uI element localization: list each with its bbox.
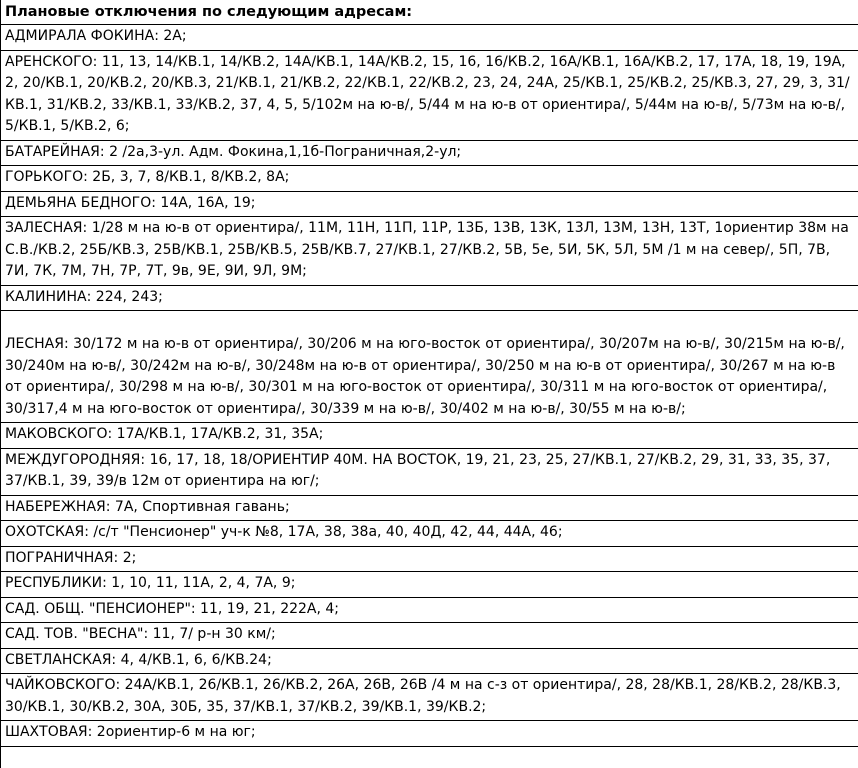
address-row-svetlanskaya: СВЕТЛАНСКАЯ: 4, 4/КВ.1, 6, 6/КВ.24;: [1, 649, 858, 675]
address-row-chaykovskogo: ЧАЙКОВСКОГО: 24А/КВ.1, 26/КВ.1, 26/КВ.2, 26А, 26В, 26В /4 м на с-з от ориентира/, 28, 28/КВ.1, 28/КВ.2, 28/КВ.3, 30/КВ.1, 30/КВ.2, 30А, 30Б, 35, 37/КВ.1, 37/КВ.2, 39/КВ.1, 39/КВ.2;: [1, 674, 858, 721]
address-row-makovskogo: МАКОВСКОГО: 17А/КВ.1, 17А/КВ.2, 31, 35А;: [1, 423, 858, 449]
address-row-lesnaya: ЛЕСНАЯ: 30/172 м на ю-в от ориентира/, 30/206 м на юго-восток от ориентира/, 30/207м на ю-в/, 30/215м на ю-в/, 30/240м на ю-в/, 30/242м на ю-в/, 30/248м на ю-в от ориентира/, 30/250 м на ю-в от ориентира/, 30/267 м на ю-в от ориентира/, 30/298 м на ю-в/, 30/301 м на юго-восток от ориентира/, 30/311 м на юго-восток от ориентира/, 30/317,4 м на юго-восток от ориентира/, 30/339 м на ю-в/, 30/402 м на ю-в/, 30/55 м на ю-в/;: [1, 311, 858, 423]
address-row-respubliki: РЕСПУБЛИКИ: 1, 10, 11, 11А, 2, 4, 7А, 9;: [1, 572, 858, 598]
address-row-kalinina: КАЛИНИНА: 224, 243;: [1, 286, 858, 312]
address-row-zalesnaya: ЗАЛЕСНАЯ: 1/28 м на ю-в от ориентира/, 11М, 11Н, 11П, 11Р, 13Б, 13В, 13К, 13Л, 13М, 13Н, 13Т, 1ориентир 38м на С.В./КВ.2, 25Б/КВ.3, 25В/КВ.1, 25В/КВ.5, 25В/КВ.7, 27/КВ.1, 27/КВ.2, 5В, 5е, 5И, 5К, 5Л, 5М /1 м на север/, 5П, 7В, 7И, 7К, 7М, 7Н, 7Р, 7Т, 9в, 9Е, 9И, 9Л, 9М;: [1, 217, 858, 286]
sheet-title: Плановые отключения по следующим адресам:: [1, 0, 858, 25]
address-row-mezhdugorodnyaya: МЕЖДУГОРОДНЯЯ: 16, 17, 18, 18/ОРИЕНТИР 40М. НА ВОСТОК, 19, 21, 23, 25, 27/КВ.1, 27/КВ.2, 29, 31, 33, 35, 37, 37/КВ.1, 39, 39/в 12м от ориентира на юг/;: [1, 449, 858, 496]
address-row-gorkogo: ГОРЬКОГО: 2Б, 3, 7, 8/КВ.1, 8/КВ.2, 8А;: [1, 166, 858, 192]
address-row-arenskogo: АРЕНСКОГО: 11, 13, 14/КВ.1, 14/КВ.2, 14А/КВ.1, 14А/КВ.2, 15, 16, 16/КВ.2, 16А/КВ.1, 16А/КВ.2, 17, 17А, 18, 19, 19А, 2, 20/КВ.1, 20/КВ.2, 20/КВ.3, 21/КВ.1, 21/КВ.2, 22/КВ.1, 22/КВ.2, 23, 24, 24А, 25/КВ.1, 25/КВ.2, 25/КВ.3, 27, 29, 3, 31/КВ.1, 31/КВ.2, 33/КВ.1, 33/КВ.2, 37, 4, 5, 5/102м на ю-в/, 5/44 м на ю-в от ориентира/, 5/44м на ю-в/, 5/73м на ю-в/, 5/КВ.1, 5/КВ.2, 6;: [1, 51, 858, 141]
address-row-sad-tov-vesna: САД. ТОВ. "ВЕСНА": 11, 7/ р-н 30 км/;: [1, 623, 858, 649]
address-row-admirala-fokina: АДМИРАЛА ФОКИНА: 2А;: [1, 25, 858, 51]
address-row-okhotskaya: ОХОТСКАЯ: /с/т "Пенсионер" уч-к №8, 17А, 38, 38а, 40, 40Д, 42, 44, 44А, 46;: [1, 521, 858, 547]
address-row-pogranichnaya: ПОГРАНИЧНАЯ: 2;: [1, 547, 858, 573]
address-row-naberezhnaya: НАБЕРЕЖНАЯ: 7А, Спортивная гавань;: [1, 496, 858, 522]
address-row-demyana-bednogo: ДЕМЬЯНА БЕДНОГО: 14А, 16А, 19;: [1, 192, 858, 218]
address-row-batareynaya: БАТАРЕЙНАЯ: 2 /2а,3-ул. Адм. Фокина,1,1б-Пограничная,2-ул;: [1, 141, 858, 167]
address-row-sad-obshch-pensioner: САД. ОБЩ. "ПЕНСИОНЕР": 11, 19, 21, 222А, 4;: [1, 598, 858, 624]
address-row-shakhtovaya: ШАХТОВАЯ: 2ориентир-6 м на юг;: [1, 721, 858, 747]
